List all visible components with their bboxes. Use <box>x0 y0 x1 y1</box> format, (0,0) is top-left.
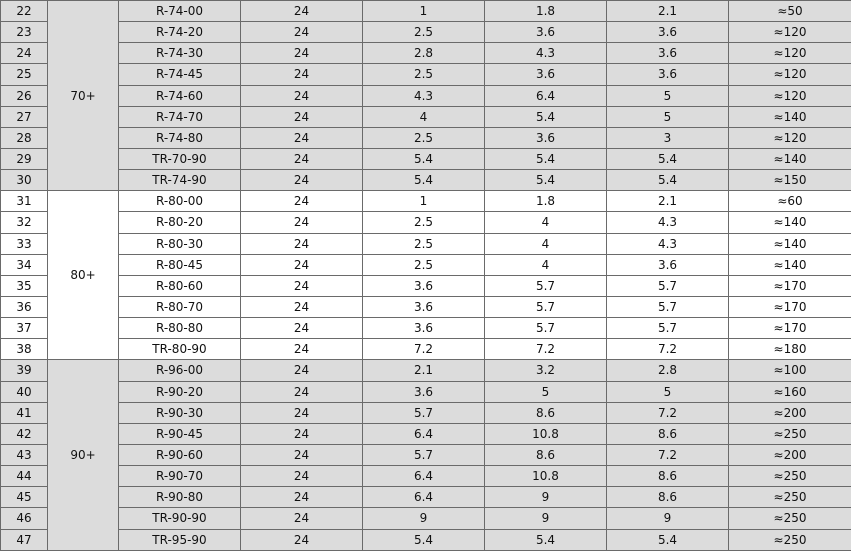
value-cell-1: 24 <box>241 191 363 212</box>
table-row <box>1 127 851 148</box>
value-cell-3: 5.4 <box>485 170 607 191</box>
row-number-cell: 39 <box>1 360 48 381</box>
table-row <box>1 508 851 529</box>
value-cell-2: 6.4 <box>363 487 485 508</box>
value-cell-5: ≈140 <box>729 106 851 127</box>
value-cell-1: 24 <box>241 444 363 465</box>
value-cell-3: 6.4 <box>485 85 607 106</box>
value-cell-5: ≈180 <box>729 339 851 360</box>
value-cell-5: ≈250 <box>729 529 851 550</box>
table-row <box>1 423 851 444</box>
model-cell: TR-90-90 <box>119 508 241 529</box>
value-cell-5: ≈170 <box>729 318 851 339</box>
value-cell-3: 5.4 <box>485 106 607 127</box>
value-cell-3: 5.7 <box>485 275 607 296</box>
row-number-cell: 30 <box>1 170 48 191</box>
value-cell-1: 24 <box>241 402 363 423</box>
value-cell-4: 5.4 <box>607 529 729 550</box>
value-cell-1: 24 <box>241 43 363 64</box>
table-row <box>1 1 851 22</box>
model-cell: R-74-45 <box>119 64 241 85</box>
row-number-cell: 42 <box>1 423 48 444</box>
value-cell-4: 5 <box>607 381 729 402</box>
value-cell-4: 5.4 <box>607 170 729 191</box>
row-number-cell: 29 <box>1 148 48 169</box>
value-cell-5: ≈200 <box>729 402 851 423</box>
value-cell-1: 24 <box>241 275 363 296</box>
group-label-cell: 90+ <box>48 360 119 550</box>
table-row <box>1 148 851 169</box>
value-cell-1: 24 <box>241 170 363 191</box>
table-row <box>1 170 851 191</box>
value-cell-1: 24 <box>241 64 363 85</box>
value-cell-4: 5.4 <box>607 148 729 169</box>
model-cell: R-74-30 <box>119 43 241 64</box>
value-cell-2: 5.4 <box>363 148 485 169</box>
value-cell-2: 3.6 <box>363 381 485 402</box>
value-cell-2: 5.7 <box>363 402 485 423</box>
value-cell-3: 5 <box>485 381 607 402</box>
table-row <box>1 529 851 550</box>
value-cell-2: 2.5 <box>363 254 485 275</box>
value-cell-4: 2.1 <box>607 1 729 22</box>
model-cell: R-80-60 <box>119 275 241 296</box>
value-cell-4: 5.7 <box>607 296 729 317</box>
value-cell-1: 24 <box>241 318 363 339</box>
row-number-cell: 41 <box>1 402 48 423</box>
table-row <box>1 233 851 254</box>
value-cell-1: 24 <box>241 508 363 529</box>
value-cell-2: 2.5 <box>363 127 485 148</box>
model-cell: TR-70-90 <box>119 148 241 169</box>
value-cell-3: 4 <box>485 254 607 275</box>
value-cell-4: 3.6 <box>607 22 729 43</box>
model-cell: TR-95-90 <box>119 529 241 550</box>
row-number-cell: 33 <box>1 233 48 254</box>
row-number-cell: 40 <box>1 381 48 402</box>
value-cell-5: ≈140 <box>729 254 851 275</box>
value-cell-3: 3.2 <box>485 360 607 381</box>
row-number-cell: 44 <box>1 466 48 487</box>
row-number-cell: 31 <box>1 191 48 212</box>
value-cell-1: 24 <box>241 254 363 275</box>
value-cell-5: ≈120 <box>729 43 851 64</box>
model-cell: R-96-00 <box>119 360 241 381</box>
value-cell-1: 24 <box>241 529 363 550</box>
row-number-cell: 38 <box>1 339 48 360</box>
value-cell-3: 10.8 <box>485 466 607 487</box>
value-cell-4: 2.1 <box>607 191 729 212</box>
value-cell-1: 24 <box>241 423 363 444</box>
value-cell-2: 5.4 <box>363 170 485 191</box>
value-cell-2: 1 <box>363 1 485 22</box>
value-cell-4: 5 <box>607 106 729 127</box>
value-cell-5: ≈50 <box>729 1 851 22</box>
value-cell-2: 2.1 <box>363 360 485 381</box>
table-row <box>1 381 851 402</box>
model-cell: R-90-60 <box>119 444 241 465</box>
value-cell-4: 4.3 <box>607 212 729 233</box>
value-cell-4: 8.6 <box>607 466 729 487</box>
value-cell-2: 1 <box>363 191 485 212</box>
value-cell-2: 3.6 <box>363 275 485 296</box>
value-cell-5: ≈250 <box>729 423 851 444</box>
value-cell-3: 3.6 <box>485 64 607 85</box>
table-row <box>1 487 851 508</box>
table-row <box>1 360 851 381</box>
value-cell-4: 3 <box>607 127 729 148</box>
value-cell-2: 2.8 <box>363 43 485 64</box>
value-cell-3: 3.6 <box>485 22 607 43</box>
value-cell-2: 7.2 <box>363 339 485 360</box>
value-cell-4: 5.7 <box>607 318 729 339</box>
value-cell-5: ≈250 <box>729 508 851 529</box>
value-cell-2: 5.7 <box>363 444 485 465</box>
value-cell-4: 5 <box>607 85 729 106</box>
model-cell: R-80-70 <box>119 296 241 317</box>
value-cell-2: 2.5 <box>363 64 485 85</box>
value-cell-3: 1.8 <box>485 191 607 212</box>
table-row <box>1 43 851 64</box>
row-number-cell: 37 <box>1 318 48 339</box>
value-cell-1: 24 <box>241 233 363 254</box>
value-cell-3: 5.7 <box>485 296 607 317</box>
row-number-cell: 36 <box>1 296 48 317</box>
row-number-cell: 46 <box>1 508 48 529</box>
value-cell-2: 5.4 <box>363 529 485 550</box>
model-cell: R-90-20 <box>119 381 241 402</box>
row-number-cell: 25 <box>1 64 48 85</box>
table-row <box>1 64 851 85</box>
value-cell-3: 4 <box>485 233 607 254</box>
value-cell-1: 24 <box>241 339 363 360</box>
value-cell-2: 4 <box>363 106 485 127</box>
value-cell-3: 5.4 <box>485 148 607 169</box>
table-row <box>1 85 851 106</box>
spec-table-body <box>1 1 851 551</box>
model-cell: R-90-30 <box>119 402 241 423</box>
value-cell-5: ≈170 <box>729 275 851 296</box>
value-cell-5: ≈60 <box>729 191 851 212</box>
table-row <box>1 318 851 339</box>
model-cell: R-74-80 <box>119 127 241 148</box>
value-cell-2: 3.6 <box>363 296 485 317</box>
value-cell-3: 5.4 <box>485 529 607 550</box>
value-cell-1: 24 <box>241 466 363 487</box>
value-cell-3: 9 <box>485 487 607 508</box>
value-cell-4: 3.6 <box>607 64 729 85</box>
value-cell-5: ≈170 <box>729 296 851 317</box>
value-cell-1: 24 <box>241 148 363 169</box>
row-number-cell: 24 <box>1 43 48 64</box>
model-cell: R-74-70 <box>119 106 241 127</box>
value-cell-5: ≈150 <box>729 170 851 191</box>
row-number-cell: 32 <box>1 212 48 233</box>
model-cell: R-90-80 <box>119 487 241 508</box>
value-cell-1: 24 <box>241 85 363 106</box>
model-cell: R-80-80 <box>119 318 241 339</box>
row-number-cell: 35 <box>1 275 48 296</box>
value-cell-4: 7.2 <box>607 339 729 360</box>
value-cell-2: 6.4 <box>363 466 485 487</box>
row-number-cell: 27 <box>1 106 48 127</box>
value-cell-1: 24 <box>241 1 363 22</box>
value-cell-3: 7.2 <box>485 339 607 360</box>
row-number-cell: 43 <box>1 444 48 465</box>
value-cell-4: 8.6 <box>607 423 729 444</box>
group-label-cell: 70+ <box>48 1 119 191</box>
table-row <box>1 339 851 360</box>
model-cell: R-90-70 <box>119 466 241 487</box>
row-number-cell: 34 <box>1 254 48 275</box>
value-cell-5: ≈120 <box>729 64 851 85</box>
value-cell-2: 6.4 <box>363 423 485 444</box>
table-row <box>1 212 851 233</box>
value-cell-3: 4 <box>485 212 607 233</box>
model-cell: TR-74-90 <box>119 170 241 191</box>
value-cell-2: 3.6 <box>363 318 485 339</box>
table-row <box>1 275 851 296</box>
value-cell-5: ≈140 <box>729 233 851 254</box>
value-cell-3: 8.6 <box>485 402 607 423</box>
value-cell-5: ≈200 <box>729 444 851 465</box>
model-cell: R-80-20 <box>119 212 241 233</box>
value-cell-4: 8.6 <box>607 487 729 508</box>
table-row <box>1 191 851 212</box>
row-number-cell: 23 <box>1 22 48 43</box>
table-row <box>1 106 851 127</box>
model-cell: R-74-60 <box>119 85 241 106</box>
value-cell-4: 2.8 <box>607 360 729 381</box>
model-cell: R-80-45 <box>119 254 241 275</box>
value-cell-1: 24 <box>241 360 363 381</box>
table-row <box>1 466 851 487</box>
model-cell: R-80-30 <box>119 233 241 254</box>
model-cell: R-74-00 <box>119 1 241 22</box>
value-cell-4: 4.3 <box>607 233 729 254</box>
value-cell-5: ≈160 <box>729 381 851 402</box>
value-cell-1: 24 <box>241 22 363 43</box>
value-cell-1: 24 <box>241 296 363 317</box>
value-cell-4: 3.6 <box>607 254 729 275</box>
value-cell-5: ≈120 <box>729 22 851 43</box>
group-label-cell: 80+ <box>48 191 119 360</box>
value-cell-4: 9 <box>607 508 729 529</box>
value-cell-1: 24 <box>241 487 363 508</box>
model-cell: R-80-00 <box>119 191 241 212</box>
value-cell-5: ≈140 <box>729 148 851 169</box>
model-cell: R-90-45 <box>119 423 241 444</box>
value-cell-4: 3.6 <box>607 43 729 64</box>
value-cell-4: 7.2 <box>607 444 729 465</box>
model-cell: R-74-20 <box>119 22 241 43</box>
row-number-cell: 22 <box>1 1 48 22</box>
table-row <box>1 444 851 465</box>
value-cell-2: 2.5 <box>363 233 485 254</box>
row-number-cell: 26 <box>1 85 48 106</box>
value-cell-3: 9 <box>485 508 607 529</box>
value-cell-1: 24 <box>241 127 363 148</box>
value-cell-5: ≈120 <box>729 85 851 106</box>
value-cell-5: ≈120 <box>729 127 851 148</box>
value-cell-3: 3.6 <box>485 127 607 148</box>
row-number-cell: 45 <box>1 487 48 508</box>
row-number-cell: 28 <box>1 127 48 148</box>
value-cell-2: 9 <box>363 508 485 529</box>
value-cell-3: 1.8 <box>485 1 607 22</box>
table-row <box>1 402 851 423</box>
value-cell-4: 5.7 <box>607 275 729 296</box>
value-cell-3: 4.3 <box>485 43 607 64</box>
value-cell-5: ≈100 <box>729 360 851 381</box>
value-cell-2: 2.5 <box>363 212 485 233</box>
value-cell-3: 10.8 <box>485 423 607 444</box>
model-cell: TR-80-90 <box>119 339 241 360</box>
row-number-cell: 47 <box>1 529 48 550</box>
value-cell-2: 4.3 <box>363 85 485 106</box>
value-cell-3: 8.6 <box>485 444 607 465</box>
value-cell-2: 2.5 <box>363 22 485 43</box>
table-row <box>1 254 851 275</box>
value-cell-5: ≈140 <box>729 212 851 233</box>
value-cell-1: 24 <box>241 381 363 402</box>
value-cell-4: 7.2 <box>607 402 729 423</box>
value-cell-3: 5.7 <box>485 318 607 339</box>
table-row <box>1 296 851 317</box>
table-row <box>1 22 851 43</box>
value-cell-5: ≈250 <box>729 487 851 508</box>
value-cell-5: ≈250 <box>729 466 851 487</box>
value-cell-1: 24 <box>241 106 363 127</box>
value-cell-1: 24 <box>241 212 363 233</box>
